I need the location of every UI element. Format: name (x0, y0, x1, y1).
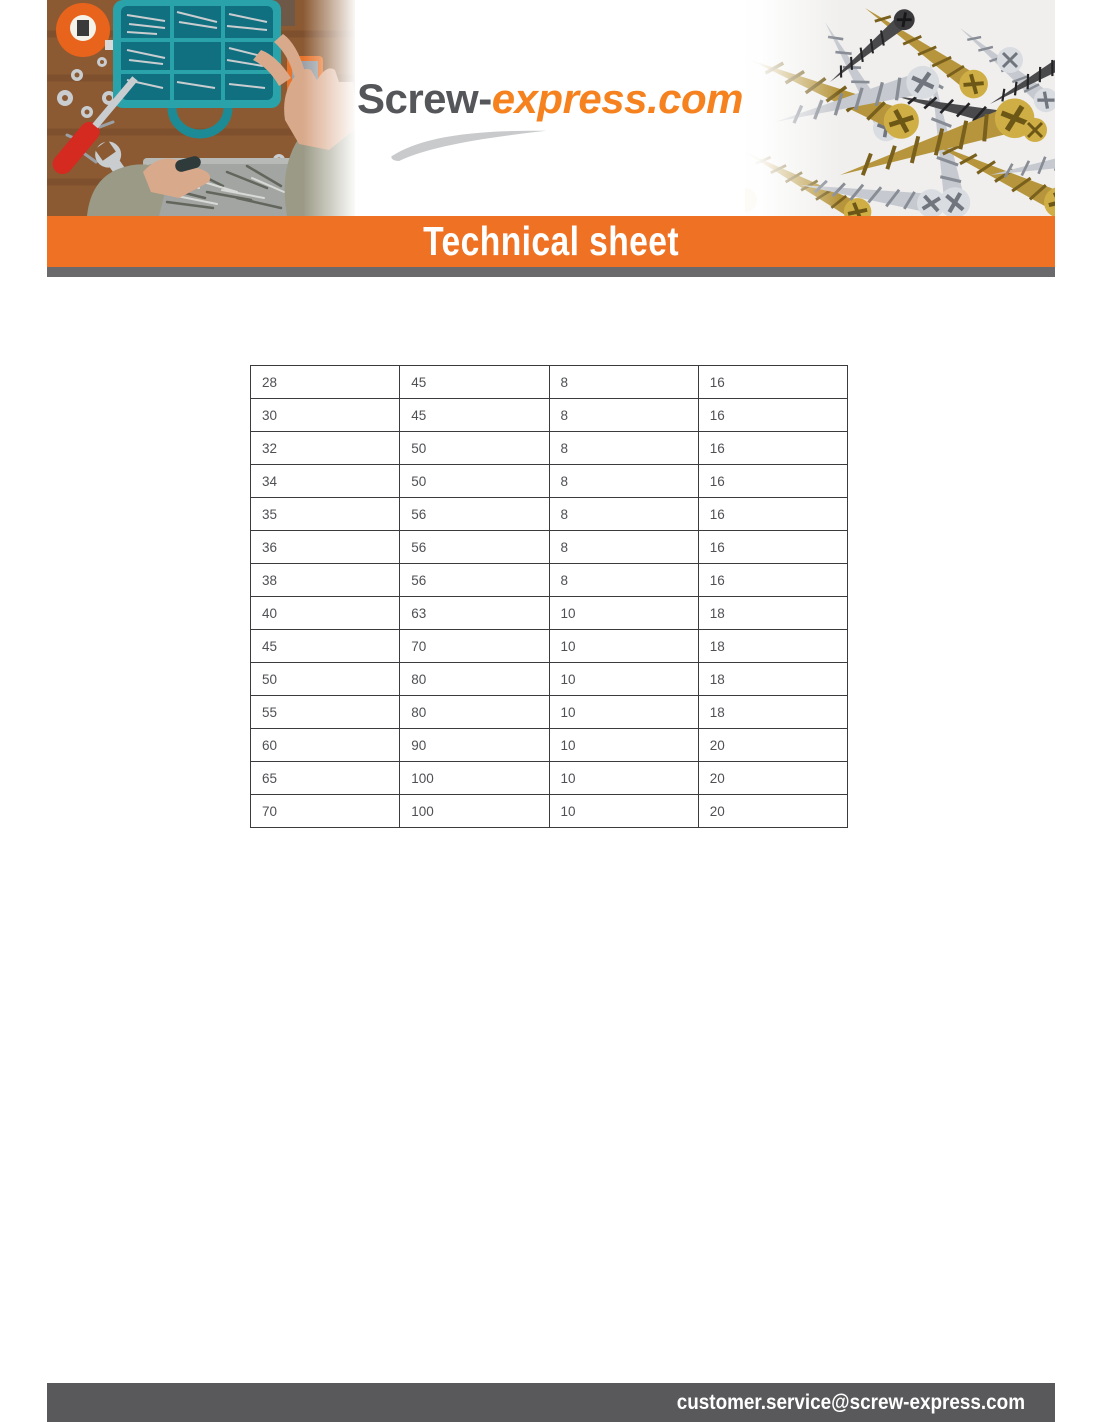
table-cell: 35 (251, 498, 400, 531)
table-cell: 90 (400, 729, 549, 762)
table-row (251, 465, 848, 498)
table-cell: 56 (400, 564, 549, 597)
workbench-photo (47, 0, 355, 216)
table-cell: 56 (400, 531, 549, 564)
screws-photo (745, 0, 1055, 216)
table-cell: 45 (400, 366, 549, 399)
table-cell: 10 (549, 762, 698, 795)
table-cell: 10 (549, 663, 698, 696)
table-cell: 16 (698, 531, 847, 564)
table-cell: 10 (549, 729, 698, 762)
table-cell: 18 (698, 630, 847, 663)
table-cell: 63 (400, 597, 549, 630)
table-cell: 18 (698, 597, 847, 630)
table-cell: 18 (698, 663, 847, 696)
table-cell: 8 (549, 498, 698, 531)
table-cell: 16 (698, 399, 847, 432)
table-cell: 8 (549, 531, 698, 564)
table-row (251, 597, 848, 630)
table-cell: 28 (251, 366, 400, 399)
table-cell: 80 (400, 663, 549, 696)
table-cell: 36 (251, 531, 400, 564)
table-row (251, 696, 848, 729)
logo-text-orange: express.com (491, 75, 744, 122)
divider-bar (47, 267, 1055, 277)
table-row (251, 729, 848, 762)
table-cell: 8 (549, 366, 698, 399)
table-cell: 70 (251, 795, 400, 828)
table-cell: 34 (251, 465, 400, 498)
logo-text (356, 75, 744, 122)
table-cell: 16 (698, 465, 847, 498)
table-cell: 8 (549, 432, 698, 465)
spec-table (250, 365, 848, 828)
table-row (251, 498, 848, 531)
table-cell: 50 (400, 465, 549, 498)
table-cell: 100 (400, 762, 549, 795)
table-cell: 10 (549, 630, 698, 663)
header (47, 0, 1055, 216)
table-row (251, 630, 848, 663)
table-cell: 65 (251, 762, 400, 795)
table-row (251, 762, 848, 795)
table-cell: 8 (549, 564, 698, 597)
table-cell: 56 (400, 498, 549, 531)
table-cell: 40 (251, 597, 400, 630)
table-cell: 60 (251, 729, 400, 762)
table-row (251, 795, 848, 828)
footer-email: customer.service@screw-express.com (676, 1391, 1025, 1414)
table-cell: 55 (251, 696, 400, 729)
table-row (251, 663, 848, 696)
table-cell: 16 (698, 366, 847, 399)
table-cell: 20 (698, 729, 847, 762)
table-cell: 16 (698, 564, 847, 597)
table-cell: 16 (698, 498, 847, 531)
table-cell: 10 (549, 696, 698, 729)
banner (47, 216, 1055, 267)
table-cell: 30 (251, 399, 400, 432)
logo (355, 0, 745, 216)
table-cell: 100 (400, 795, 549, 828)
table-cell: 38 (251, 564, 400, 597)
table-cell: 70 (400, 630, 549, 663)
table-cell: 10 (549, 795, 698, 828)
workbench-photo-graphic (47, 0, 355, 216)
table-cell: 10 (549, 597, 698, 630)
table-cell: 20 (698, 795, 847, 828)
table-row (251, 564, 848, 597)
table-cell: 45 (251, 630, 400, 663)
table-cell: 20 (698, 762, 847, 795)
table-cell: 8 (549, 399, 698, 432)
table-cell: 32 (251, 432, 400, 465)
table-row (251, 399, 848, 432)
table-cell: 8 (549, 465, 698, 498)
table-cell: 50 (251, 663, 400, 696)
table-cell: 80 (400, 696, 549, 729)
footer (47, 1383, 1055, 1422)
screws-photo-graphic (745, 0, 1055, 216)
table-row (251, 531, 848, 564)
table-cell: 45 (400, 399, 549, 432)
table-cell: 16 (698, 432, 847, 465)
logo-swoosh (385, 127, 553, 161)
page-title: Technical sheet (423, 218, 679, 264)
table-row (251, 366, 848, 399)
table-row (251, 432, 848, 465)
table-cell: 18 (698, 696, 847, 729)
logo-text-dark: Screw- (356, 75, 492, 122)
table-cell: 50 (400, 432, 549, 465)
